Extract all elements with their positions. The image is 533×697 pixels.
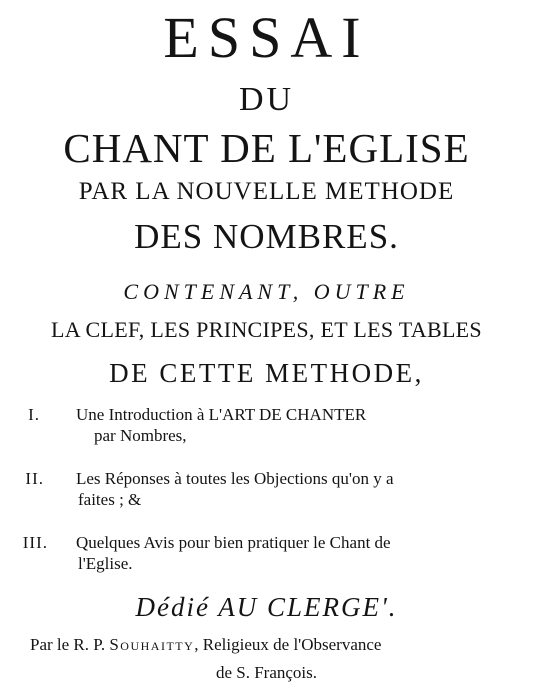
- subtitle-clef: LA CLEF, LES PRINCIPES, ET LES TABLES: [51, 317, 482, 342]
- item-text-line1: Les Réponses à toutes les Objections qu'on y a: [76, 469, 394, 488]
- title-des-nombres: DES NOMBRES.: [134, 217, 399, 256]
- author-line-2: de S. François.: [215, 663, 318, 682]
- item-text-line2: par Nombres,: [94, 426, 187, 445]
- item-text-line2: l'Eglise.: [78, 554, 133, 573]
- subtitle-cette-methode: DE CETTE METHODE,: [109, 358, 424, 388]
- dedication: Dédié AU CLERGE'.: [135, 592, 398, 622]
- author-name: Souhaitty: [109, 635, 195, 654]
- subtitle-contenant: CONTENANT, OUTRE: [123, 279, 410, 304]
- item-text-line1: Une Introduction à L'ART DE CHANTER: [76, 405, 367, 424]
- author-line: [30, 634, 530, 656]
- title-essai: ESSAI: [163, 5, 370, 70]
- item-number: I.: [28, 405, 40, 424]
- item-number: II.: [25, 469, 44, 488]
- author-suffix: , Religieux de l'Observance: [194, 635, 382, 654]
- title-du: DU: [238, 81, 295, 118]
- item-text-line2: faites ; &: [78, 490, 142, 509]
- author-prefix: Par le R. P.: [30, 635, 106, 654]
- item-number: III.: [22, 533, 48, 552]
- title-par-la-nouvelle-methode: PAR LA NOUVELLE METHODE: [78, 178, 455, 205]
- item-text-line1: Quelques Avis pour bien pratiquer le Chant de: [76, 533, 391, 552]
- title-chant-de-leglise: CHANT DE L'EGLISE: [63, 125, 470, 171]
